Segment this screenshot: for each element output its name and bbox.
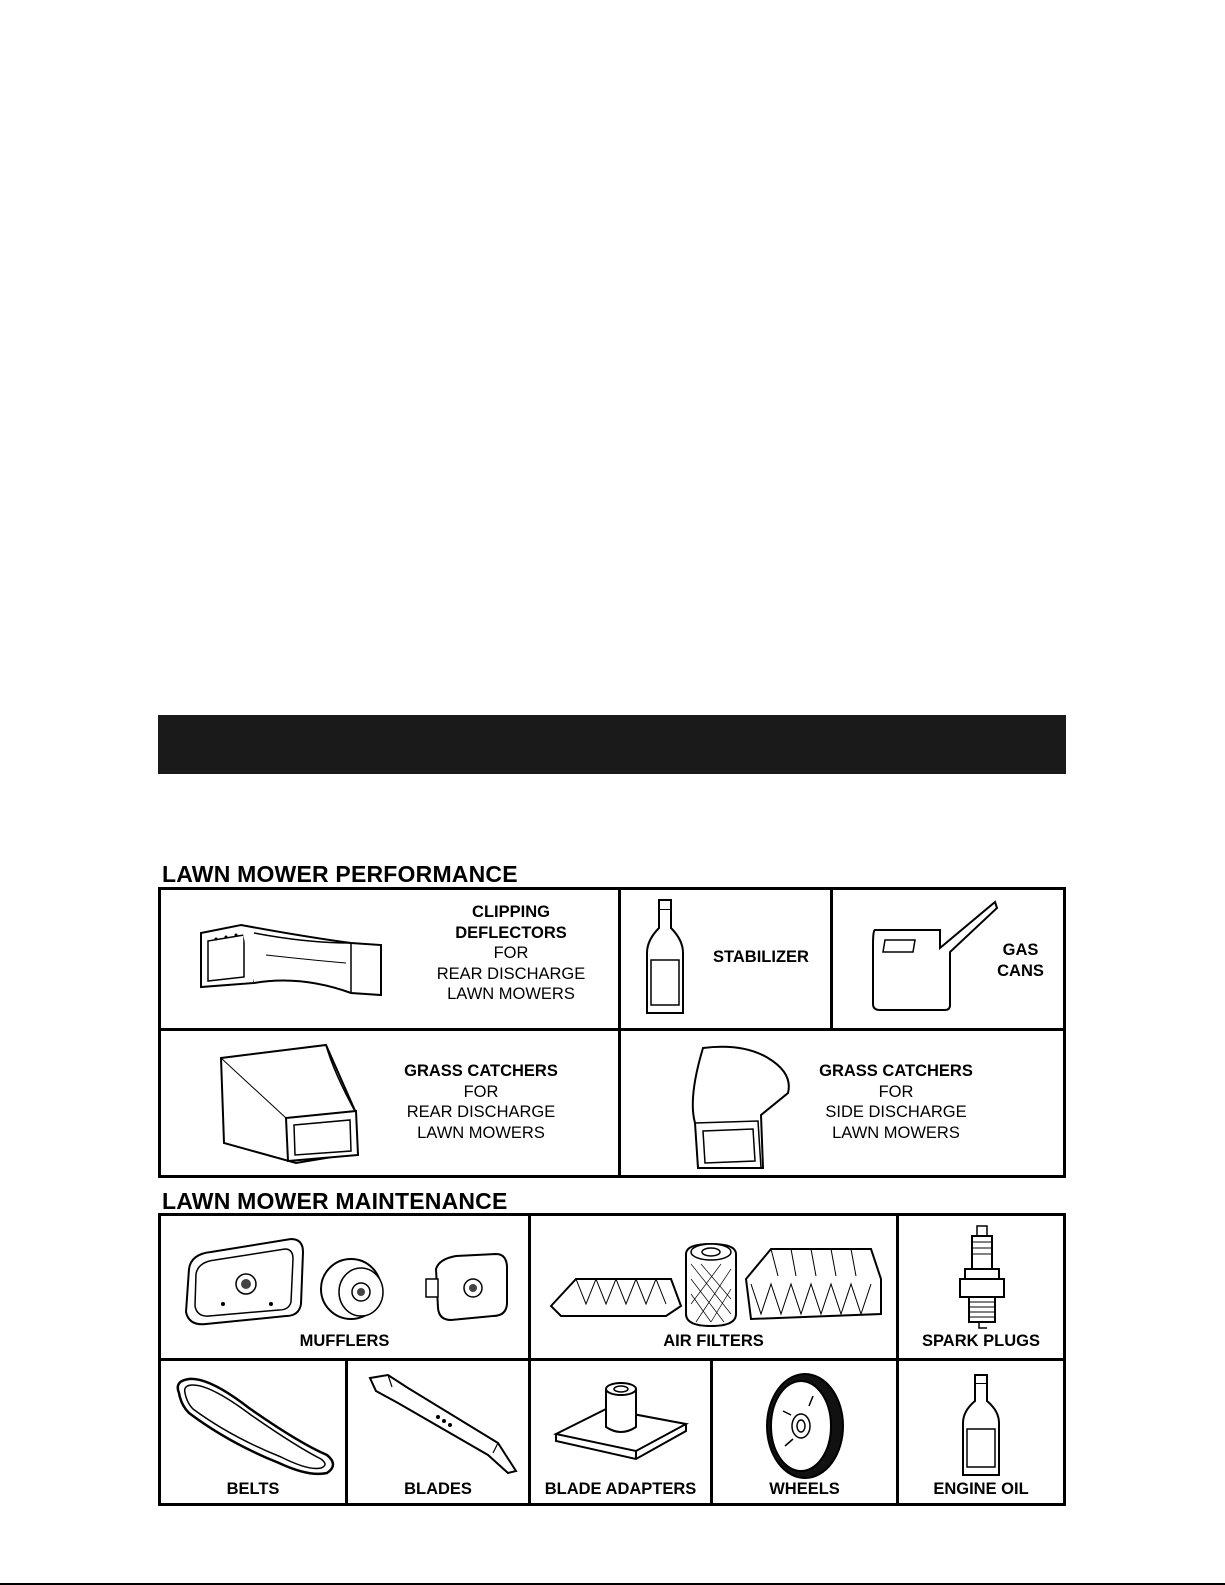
belts-cell (161, 1361, 345, 1503)
maintenance-grid (158, 1213, 1066, 1506)
blade-adapters-cell (531, 1361, 710, 1503)
belts-label: BELTS (226, 1480, 280, 1498)
clipping-label-1: CLIPPING (472, 903, 550, 921)
clipping-deflector-image (196, 915, 386, 1000)
air-filters-image (546, 1234, 886, 1329)
side-catcher-label-4: LAWN MOWERS (832, 1123, 960, 1142)
gas-label-1: GAS (1002, 941, 1039, 959)
wheel-image (763, 1371, 848, 1481)
performance-grid (158, 887, 1066, 1178)
rear-catcher-label-3: REAR DISCHARGE (406, 1103, 556, 1121)
rear-catcher-label-4: LAWN MOWERS (417, 1123, 545, 1142)
air-filters-cell (531, 1216, 896, 1358)
air-filters-label: AIR FILTERS (663, 1332, 764, 1350)
blade-adapters-label: BLADE ADAPTERS (544, 1480, 697, 1498)
performance-title: LAWN MOWER PERFORMANCE (162, 861, 518, 887)
gas-cans-cell (833, 890, 1063, 1028)
spark-plugs-label: SPARK PLUGS (922, 1332, 1040, 1350)
wheels-label: WHEELS (769, 1480, 840, 1498)
rear-catchers-cell (161, 1031, 618, 1175)
blades-cell (348, 1361, 528, 1503)
engine-oil-cell (899, 1361, 1063, 1503)
side-catcher-label-1: GRASS CATCHERS (819, 1062, 973, 1080)
clipping-label-3: FOR (493, 944, 529, 962)
mufflers-image (181, 1234, 511, 1329)
engine-oil-label: ENGINE OIL (933, 1480, 1029, 1498)
rear-catcher-image (216, 1043, 366, 1168)
stabilizer-bottle-image (643, 898, 688, 1018)
wheels-cell (713, 1361, 896, 1503)
maintenance-title: LAWN MOWER MAINTENANCE (162, 1188, 508, 1214)
stabilizer-label: STABILIZER (713, 948, 809, 966)
rear-catcher-label-2: FOR (463, 1082, 499, 1101)
spark-plugs-cell (899, 1216, 1063, 1358)
mufflers-cell (161, 1216, 528, 1358)
spark-plug-image (957, 1224, 1007, 1329)
stabilizer-cell (621, 890, 830, 1028)
blades-label: BLADES (404, 1480, 472, 1498)
blade-image (368, 1373, 528, 1478)
clipping-label-4: REAR DISCHARGE (436, 964, 586, 983)
blade-adapter-image (551, 1379, 691, 1469)
header-bar (158, 715, 1066, 774)
side-catchers-cell (621, 1031, 1063, 1175)
belt-image (169, 1373, 339, 1478)
gas-can-image (855, 900, 995, 1015)
side-catcher-label-3: SIDE DISCHARGE (825, 1103, 967, 1121)
engine-oil-bottle-image (959, 1373, 1004, 1478)
side-catcher-label-2: FOR (878, 1082, 914, 1101)
rear-catcher-label-1: GRASS CATCHERS (404, 1062, 558, 1080)
mufflers-label: MUFFLERS (299, 1332, 390, 1350)
side-catcher-image (683, 1043, 793, 1171)
clipping-deflectors-cell (161, 890, 618, 1028)
clipping-label-5: LAWN MOWERS (447, 985, 575, 1003)
gas-label-2: CANS (997, 961, 1044, 980)
clipping-label-2: DEFLECTORS (455, 923, 567, 942)
